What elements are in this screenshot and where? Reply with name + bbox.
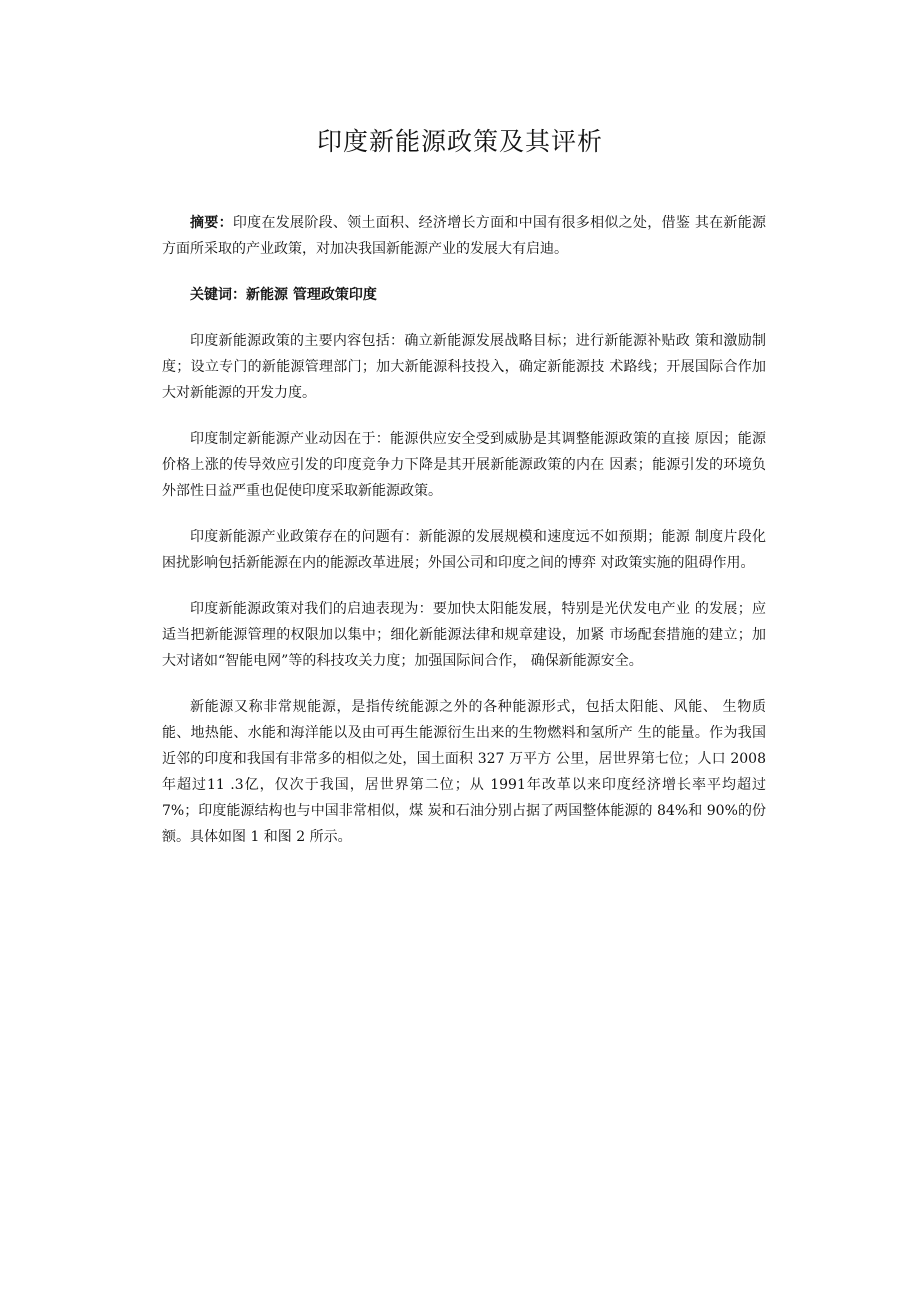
abstract-text: 印度在发展阶段、领土面积、经济增长方面和中国有很多相似之处，借鉴 其在新能源方面所采取的产业政策，对加决我国新能源产业的发展大有启迪。 (162, 215, 767, 257)
keywords-label: 关键词： (190, 287, 246, 303)
keywords-text: 新能源 管理政策印度 (246, 287, 377, 303)
keywords-paragraph (162, 282, 766, 308)
body-paragraph-3: 印度新能源产业政策存在的问题有：新能源的发展规模和速度远不如预期；能源 制度片段化困扰影响包括新能源在内的能源改革进展；外国公司和印度之间的博弈 对政策实施的阻碍作用。 (162, 529, 766, 571)
body-paragraph-5: 新能源又称非常规能源，是指传统能源之外的各种能源形式，包括太阳能、风能、 生物质能、地热能、水能和海洋能以及由可再生能源衍生出来的生物燃料和氢所产 生的能量。作为我国近邻的印度和我国有非常多的相似之处，国土面积 327 万平方 公里，居世界第七位；人口 2008年超过11 .3亿，仅次于我国，居世界第二位；从 1991年改革以来印度经济增长率平均超过 7%；印度能源结构也与中国非常相似，煤 炭和石油分别占据了两国整体能源的 84%和 90%的份额。具体如图 1 和图 2 所示。 (162, 699, 766, 845)
body-paragraph-1: 印度新能源政策的主要内容包括：确立新能源发展战略目标；进行新能源补贴政 策和激励制度；设立专门的新能源管理部门；加大新能源科技投入，确定新能源技 术路线；开展国际合作加大对新能源的开发力度。 (162, 333, 766, 401)
abstract-label: 摘要： (190, 215, 233, 231)
document-body (162, 210, 766, 850)
document-title: 印度新能源政策及其评析 (316, 126, 603, 156)
abstract-paragraph (162, 210, 766, 262)
body-paragraph-4: 印度新能源政策对我们的启迪表现为：要加快太阳能发展，特别是光伏发电产业 的发展；应适当把新能源管理的权限加以集中；细化新能源法律和规章建设，加紧 市场配套措施的建立；加大对诸如“智能电网”等的科技攻关力度；加强国际间合作， 确保新能源安全。 (162, 601, 766, 669)
body-paragraph-2: 印度制定新能源产业动因在于：能源供应安全受到威胁是其调整能源政策的直接 原因；能源价格上涨的传导效应引发的印度竞争力下降是其开展新能源政策的内在 因素；能源引发的环境负外部性日益严重也促使印度采取新能源政策。 (162, 431, 766, 499)
